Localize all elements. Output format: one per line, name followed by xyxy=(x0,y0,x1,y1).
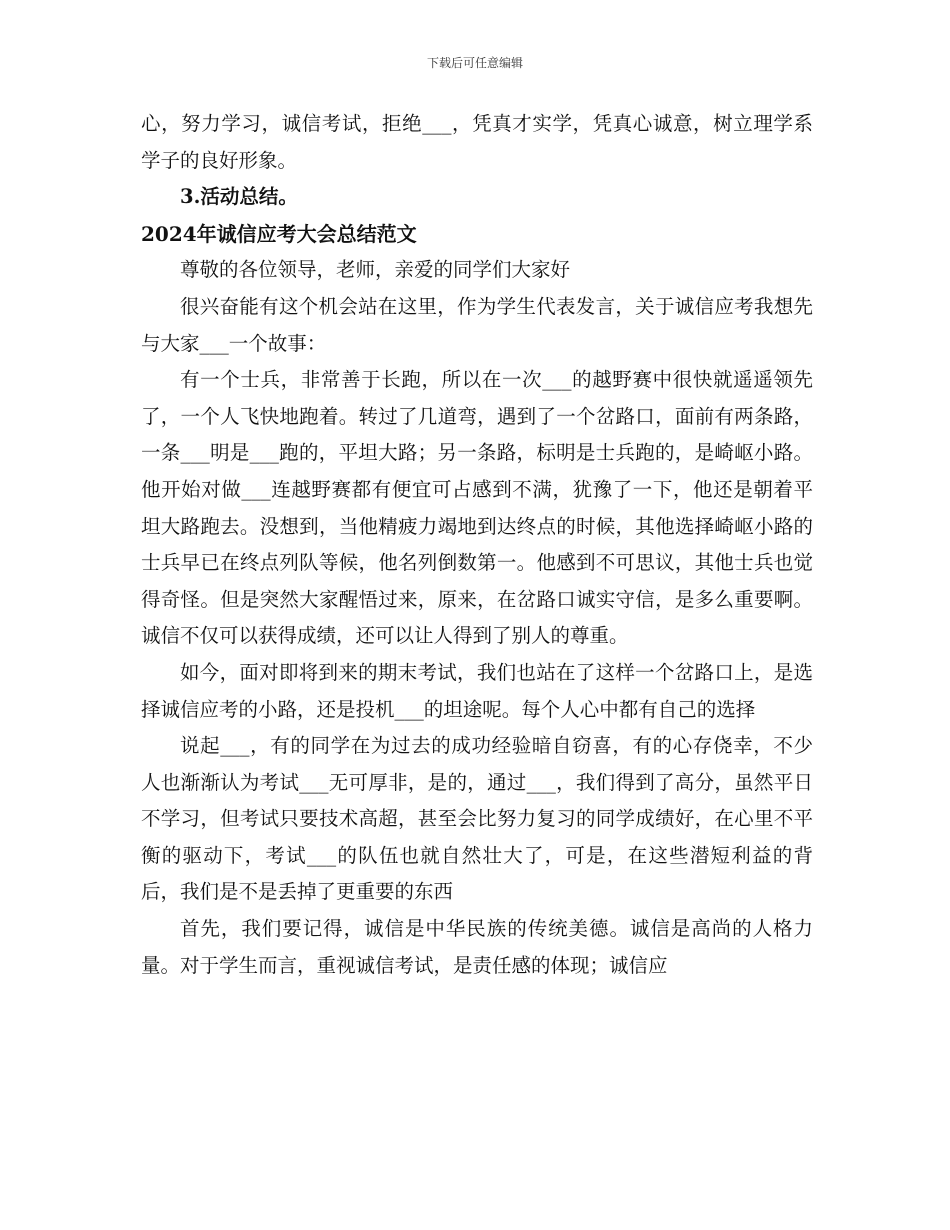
paragraph-intro: 很兴奋能有这个机会站在这里，作为学生代表发言，关于诚信应考我想先与大家___一个故事： xyxy=(141,294,813,355)
page-header: 下载后可任意编辑 xyxy=(426,56,523,70)
document-title: 2024年诚信应考大会总结范文 xyxy=(141,221,417,246)
paragraph-crossroads: 如今，面对即将到来的期末考试，我们也站在了这样一个岔路口上，是选择诚信应考的小路，还是投机___的坦途呢。每个人心中都有自己的选择 xyxy=(141,660,813,721)
document-body xyxy=(141,106,813,984)
paragraph-story: 有一个士兵，非常善于长跑，所以在一次___的越野赛中很快就遥遥领先了，一个人飞快地跑着。转过了几道弯，遇到了一个岔路口，面前有两条路，一条___明是___跑的，平坦大路；另一条路，标明是士兵跑的，是崎岖小路。他开始对做___连越野赛都有便宜可占感到不满，犹豫了一下，他还是朝着平坦大路跑去。没想到，当他精疲力竭地到达终点的时候，其他选择崎岖小路的士兵早已在终点列队等候，他名列倒数第一。他感到不可思议，其他士兵也觉得奇怪。但是突然大家醒悟过来，原来，在岔路口诚实守信，是多么重要啊。诚信不仅可以获得成绩，还可以让人得到了别人的尊重。 xyxy=(141,368,813,648)
paragraph-greeting: 尊敬的各位领导，老师，亲爱的同学们大家好 xyxy=(180,258,571,282)
continuation-paragraph: 心，努力学习，诚信考试，拒绝___，凭真才实学，凭真心诚意，树立理学系学子的良好形象。 xyxy=(141,112,813,172)
section-heading: 3.活动总结。 xyxy=(180,185,298,209)
paragraph-cheating: 说起___，有的同学在为过去的成功经验暗自窃喜，有的心存侥幸，不少人也渐渐认为考试___无可厚非，是的，通过___，我们得到了高分，虽然平日不学习，但考试只要技术高超，甚至会比努力复习的同学成绩好，在心里不平衡的驱动下，考试___的队伍也就自然壮大了，可是，在这些潜短利益的背后，我们是不是丢掉了更重要的东西 xyxy=(141,734,813,904)
paragraph-virtue: 首先，我们要记得，诚信是中华民族的传统美德。诚信是高尚的人格力量。对于学生而言，重视诚信考试，是责任感的体现；诚信应 xyxy=(141,917,813,977)
